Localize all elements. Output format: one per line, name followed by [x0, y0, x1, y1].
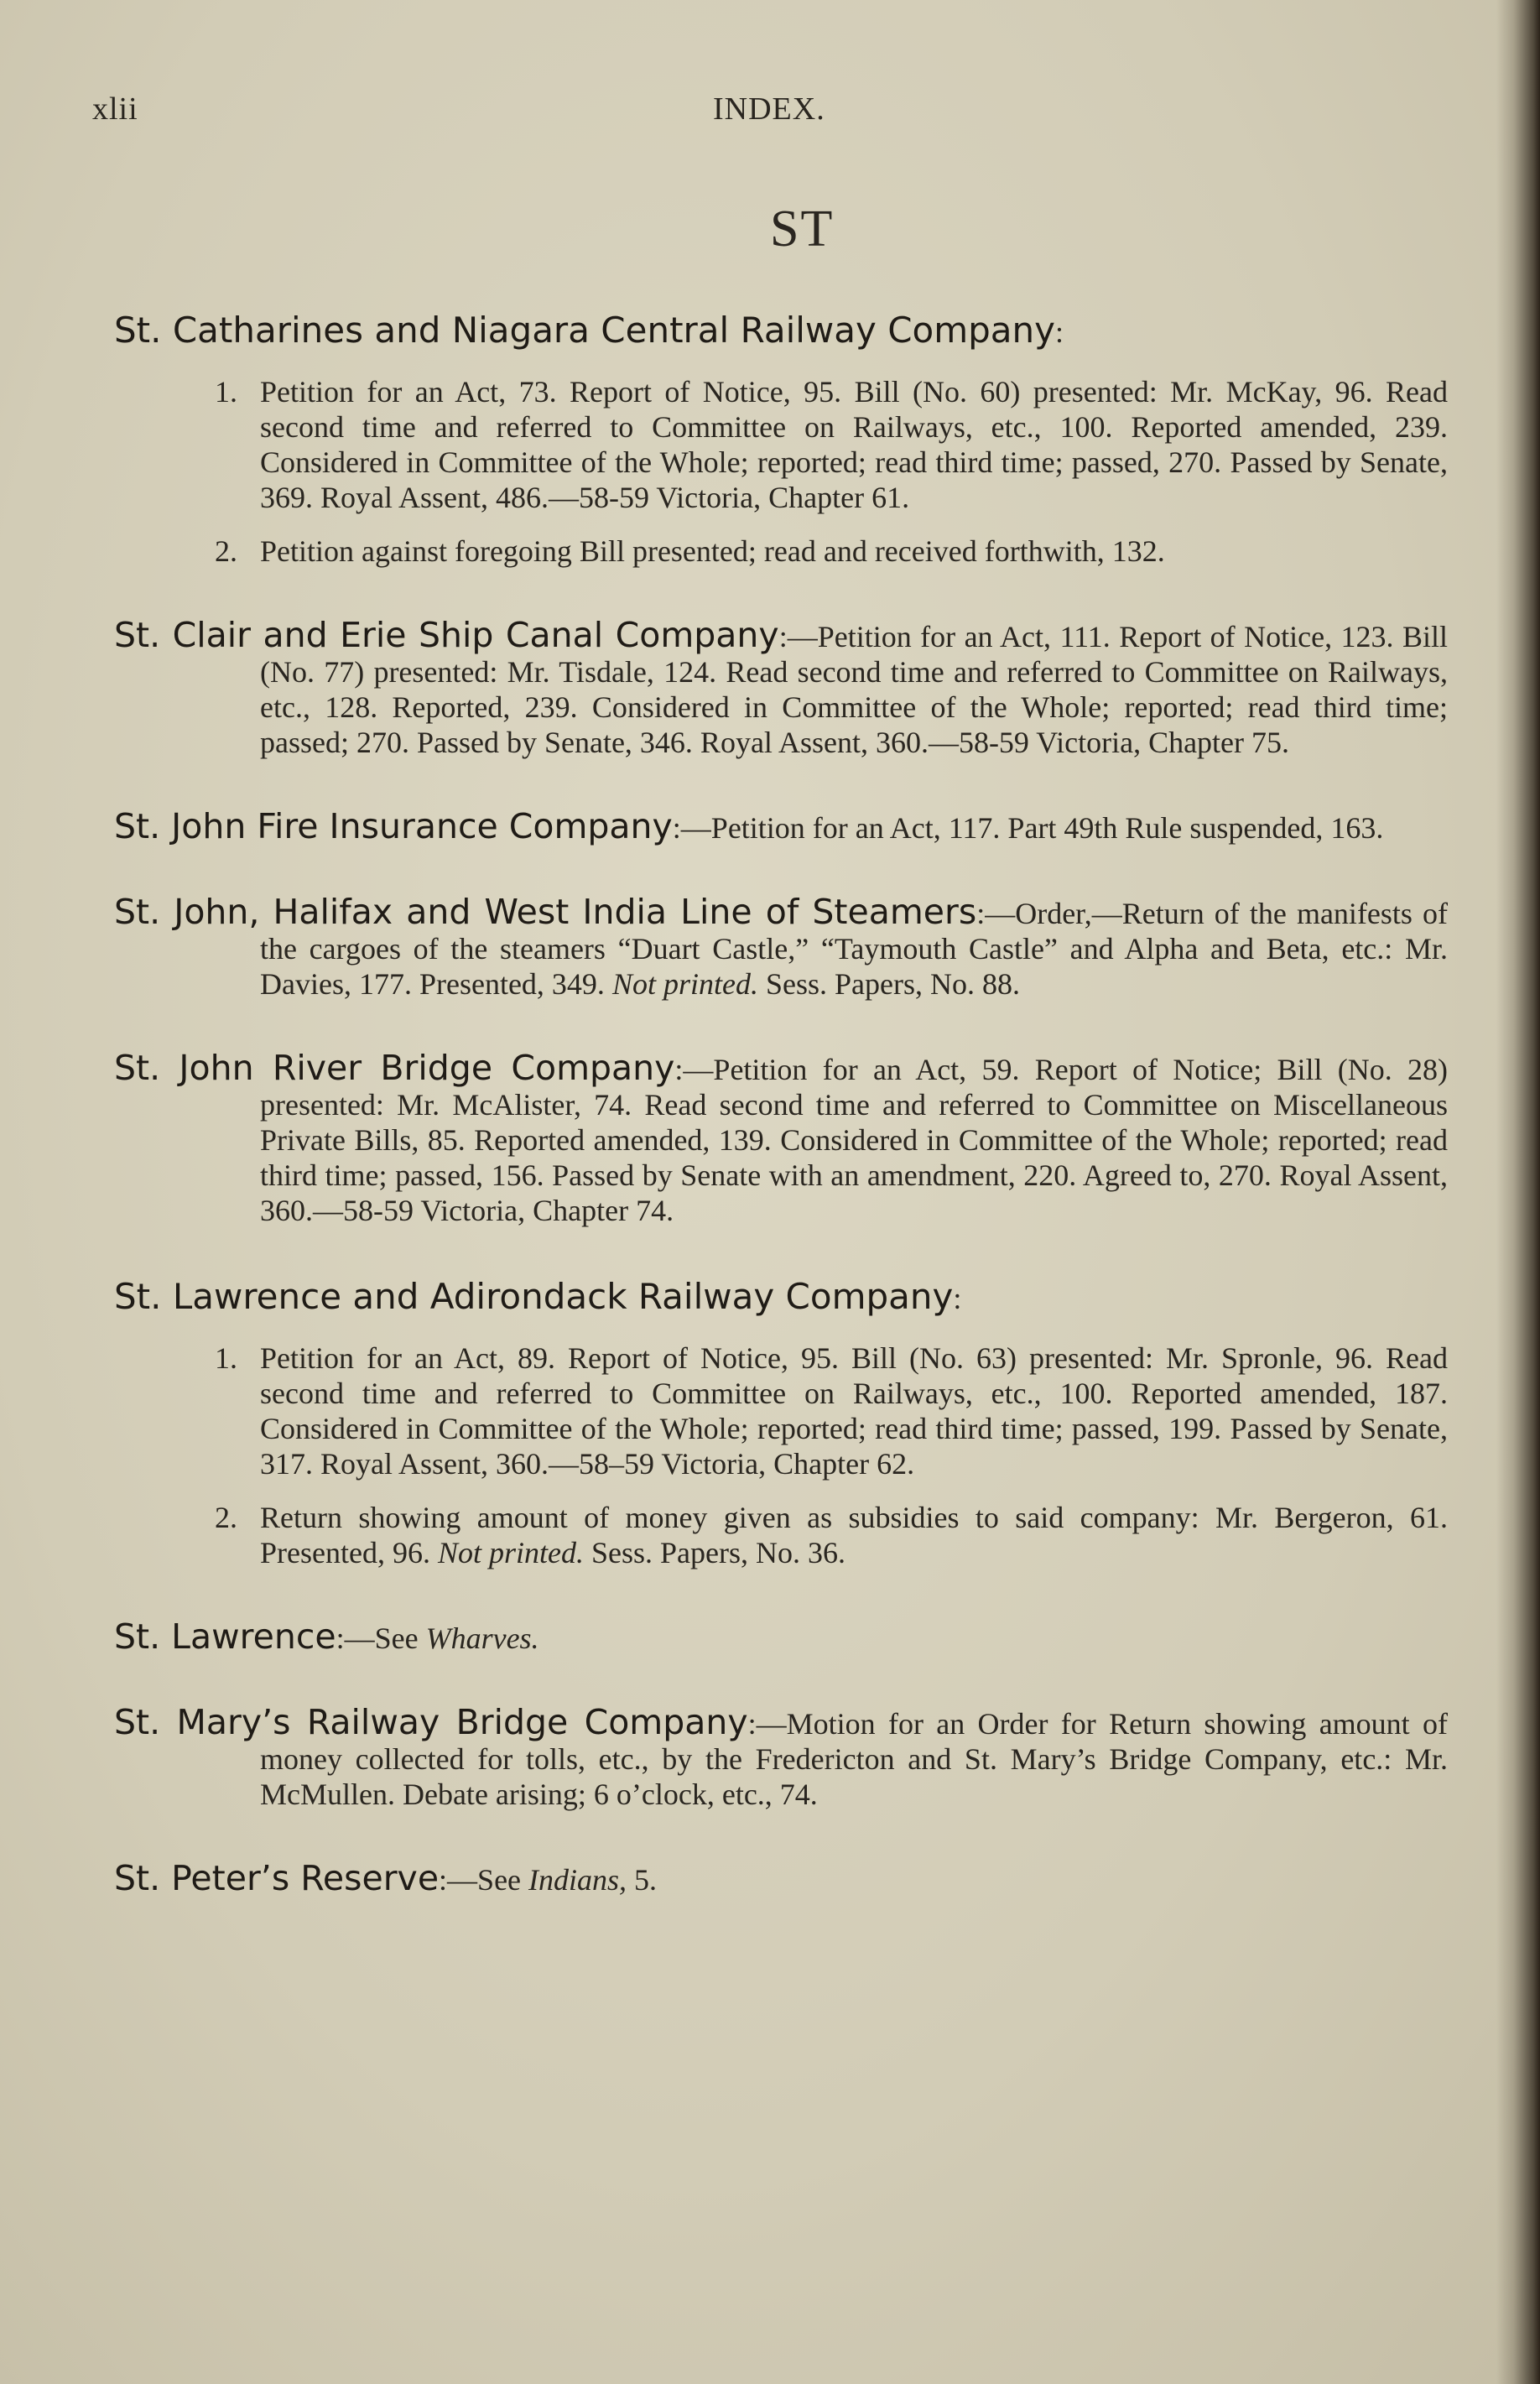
entry-text: :—Petition for an Act, 111. Report of Notice, 123. Bill (No. 77) presented: Mr. Tisdale, 124. Read second time and referred to Committee on Railways, etc., 128. Reported, 239. Considered in Committee of the Whole; reported; read third time; passed; 270. Passed by Senate, 346. Royal Assent, 360.—58-59 Victoria, Chapter 75.: [260, 620, 1448, 759]
index-entry: [114, 1858, 1448, 1898]
entry-text: :—Petition for an Act, 59. Report of Notice; Bill (No. 28) presented: Mr. McAlister, 74. Read second time and referred to Committee on Miscellaneous Private Bills, 85. Reported amended, 139. Considered in Committee of the Whole; reported; read third time; passed, 156. Passed by Senate with an amendment, 220. Agreed to, 270. Royal Assent, 360.—58-59 Victoria, Chapter 74.: [260, 1053, 1448, 1227]
entry-text: :—Petition for an Act, 117. Part 49th Rule suspended, 163.: [672, 811, 1384, 845]
sub-entry-text: Return showing amount of money given as subsidies to said company: Mr. Bergeron, 61. Presented, 96.: [260, 1501, 1448, 1569]
entry-heading: St. Catharines and Niagara Central Railway Company: [114, 310, 1056, 351]
entry-heading: St. Clair and Erie Ship Canal Company: [114, 615, 779, 655]
entry-heading: St. Lawrence and Adirondack Railway Company: [114, 1276, 954, 1317]
entry-heading-punct: :: [1055, 315, 1064, 349]
entry-text: :—See: [336, 1621, 419, 1655]
running-title: INDEX.: [713, 91, 825, 127]
entry-heading: St. Mary’s Railway Bridge Company: [114, 1702, 748, 1742]
entry-italic-note: Not printed.: [611, 967, 758, 1001]
entry-heading: St. Lawrence: [114, 1616, 336, 1657]
sub-entry-italic-note: Not printed.: [437, 1536, 584, 1569]
sub-entry: [114, 534, 1448, 569]
entry-text: :—Order,—Return of the manifests of the cargoes of the steamers “Duart Castle,” “Taymouth Castle” and Alpha and Beta, etc.: Mr. Davies, 177. Presented, 349.: [260, 897, 1449, 1001]
sub-entry-text: Petition against foregoing Bill presented; read and received forthwith, 132.: [260, 534, 1165, 568]
entry-heading-line: [114, 310, 1448, 359]
sub-entry-text: Petition for an Act, 89. Report of Notice, 95. Bill (No. 63) presented: Mr. Spronle, 96. Read second time and referred to Committee on Railways, etc., 100. Reported amended, 187. Considered in Committee of the Whole; reported; read third time; passed, 199. Passed by Senate, 317. Royal Assent, 360.—58–59 Victoria, Chapter 62.: [260, 1341, 1448, 1481]
sub-entry-number: 1.: [215, 375, 237, 409]
sub-entry-text-after: Sess. Papers, No. 36.: [591, 1536, 845, 1569]
entry-text: :—See: [439, 1863, 522, 1897]
entry-heading: St. John River Bridge Company: [114, 1048, 675, 1088]
index-entry: [114, 894, 1448, 1002]
sub-entry-number: 2.: [215, 534, 237, 568]
sub-entry-number: 1.: [215, 1341, 237, 1375]
index-entry: [114, 617, 1448, 760]
entry-heading-line: [114, 1277, 1448, 1325]
running-header: [0, 91, 1540, 133]
entry-heading: St. John Fire Insurance Company: [114, 806, 673, 846]
sub-entry: [114, 1340, 1448, 1481]
index-entry: [114, 310, 1448, 569]
sub-entry-number: 2.: [215, 1501, 237, 1534]
page-number: xlii: [92, 91, 138, 127]
index-entry: [114, 1616, 1448, 1657]
entry-text-after: 5.: [634, 1863, 658, 1897]
entry-heading: St. John, Halifax and West India Line of Steamers: [114, 892, 977, 932]
index-entry: [114, 1050, 1448, 1228]
book-spine-shadow: [1496, 0, 1540, 2384]
index-entry: [114, 806, 1448, 846]
entry-heading: St. Peter’s Reserve: [114, 1858, 440, 1898]
index-entry: [114, 1702, 1448, 1812]
sub-entry: [114, 374, 1448, 515]
section-letter: ST: [770, 200, 835, 258]
sub-entry-text: Petition for an Act, 73. Report of Notice, 95. Bill (No. 60) presented: Mr. McKay, 96. Read second time and referred to Committee on Railways, etc., 100. Reported amended, 239. Considered in Committee of the Whole; reported; read third time; passed, 270. Passed by Senate, 369. Royal Assent, 486.—58-59 Victoria, Chapter 61.: [260, 375, 1448, 514]
entry-heading-punct: :: [953, 1282, 962, 1315]
entry-cross-reference: Indians,: [528, 1863, 627, 1897]
entry-text-after: Sess. Papers, No. 88.: [765, 967, 1020, 1001]
entry-cross-reference: Wharves.: [425, 1621, 539, 1655]
entry-text: :—Motion for an Order for Return showing amount of money collected for tolls, etc., by the Fredericton and St. Mary’s Bridge Company, etc.: Mr. McMullen. Debate arising; 6 o’clock, etc., 74.: [260, 1707, 1448, 1811]
sub-entry: [114, 1500, 1448, 1570]
index-entries: [114, 310, 1448, 1946]
index-entry: [114, 1277, 1448, 1570]
